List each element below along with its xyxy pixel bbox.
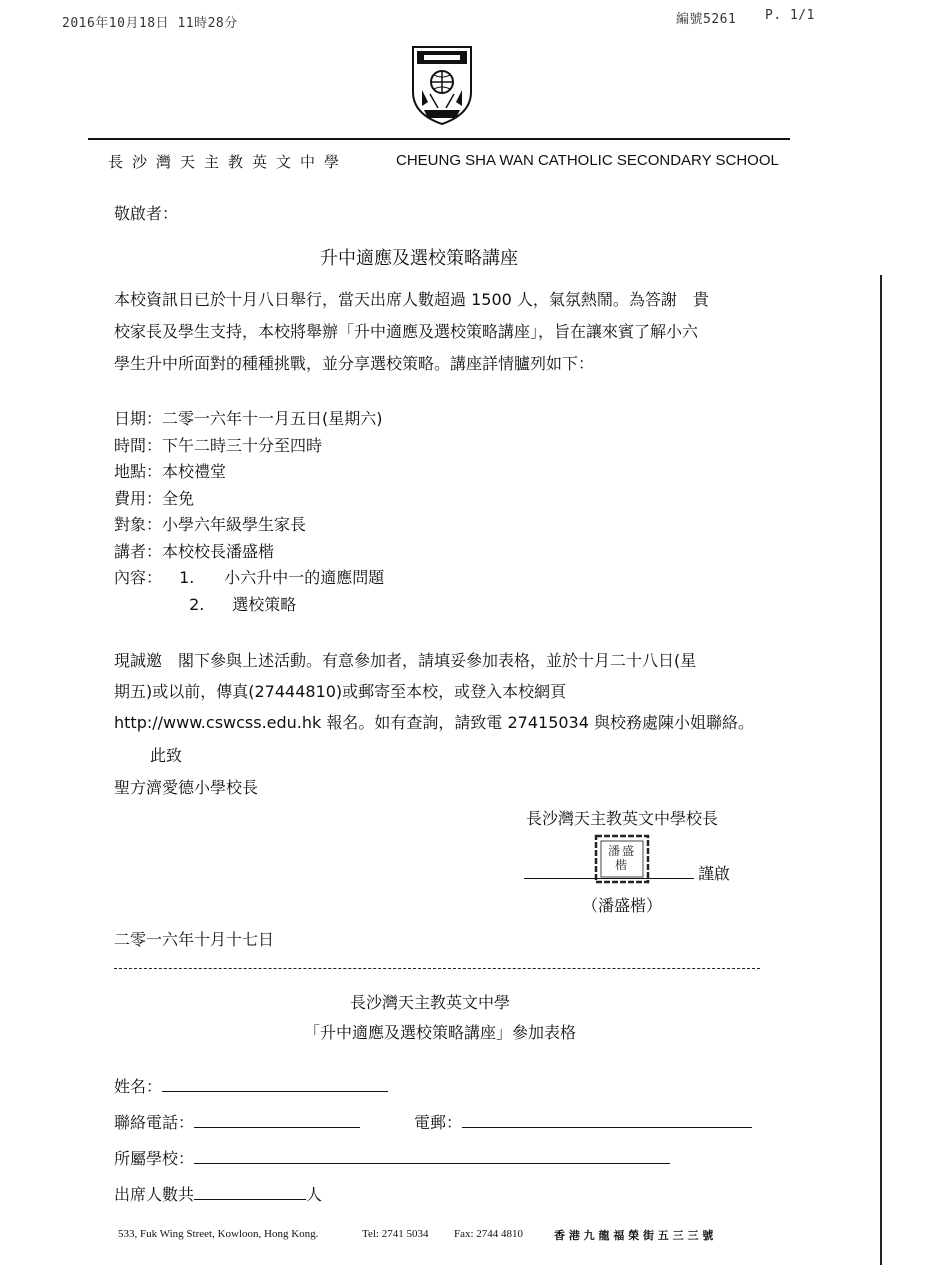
detail-label: 地點： [114, 462, 163, 481]
phone-label: 聯絡電話： [114, 1113, 195, 1132]
intro-line-3: 學生升中所面對的種種挑戰，並分享選校策略。講座詳情臚列如下： [114, 354, 595, 373]
email-label: 電郵： [414, 1113, 463, 1132]
content-item-number: 1. [179, 568, 195, 587]
closing: 此致 [150, 746, 183, 765]
footer-address-en: 533, Fuk Wing Street, Kowloon, Hong Kong. [118, 1228, 319, 1240]
form-school-row [114, 1146, 670, 1169]
name-label: 姓名： [114, 1077, 163, 1096]
detail-value: 小學六年級學生家長 [162, 515, 307, 534]
letter-title: 升中適應及選校策略講座 [320, 248, 518, 269]
signer-name: （潘盛楷） [582, 896, 663, 915]
detail-label: 費用： [114, 488, 163, 508]
footer-fax: Fax: 2744 4810 [454, 1228, 524, 1240]
sign-suffix: 謹啟 [698, 864, 731, 883]
invite-line-3: http://www.cswcss.edu.hk 報名。如有查詢，請致電 27415034 與校務處陳小姐聯絡。 [114, 713, 754, 732]
email-field[interactable] [462, 1111, 752, 1128]
attendees-unit: 人 [306, 1185, 323, 1204]
invitation-paragraph [114, 645, 754, 738]
fax-number: 編號5261 [676, 12, 737, 27]
seal-text: 潘盛楷 [607, 844, 636, 872]
header-rule [88, 138, 790, 140]
phone-field[interactable] [194, 1111, 360, 1128]
form-school: 長沙灣天主教英文中學 [350, 993, 511, 1012]
signer-title: 長沙灣天主教英文中學校長 [526, 809, 719, 828]
invite-line-1: 現誠邀 閣下參與上述活動。有意參加者，請填妥參加表格，並於十月二十八日(星 [114, 651, 697, 670]
details-list [114, 406, 384, 618]
content-item-number: 2. [189, 594, 205, 614]
content-item-text: 選校策略 [232, 594, 297, 614]
letter-date: 二零一六年十月十七日 [114, 930, 275, 949]
intro-line-2: 校家長及學生支持，本校將舉辦「升中適應及選校策略講座」，旨在讓來賓了解小六 [114, 322, 699, 341]
form-email-row [414, 1110, 752, 1133]
form-title: 「升中適應及選校策略講座」參加表格 [304, 1023, 577, 1042]
detail-value: 本校禮堂 [162, 462, 227, 481]
detail-label: 日期： [114, 409, 163, 428]
detail-audience [114, 512, 384, 539]
detail-value: 本校校長潘盛楷 [162, 541, 275, 561]
recipient: 聖方濟愛德小學校長 [114, 778, 259, 797]
detail-time [114, 433, 384, 460]
footer-address-zh: 香 港 九 龍 福 榮 街 五 三 三 號 [554, 1229, 714, 1242]
school-field[interactable] [194, 1147, 670, 1164]
signature-seal [594, 834, 650, 888]
detail-content [114, 565, 384, 592]
school-crest-icon [410, 44, 474, 130]
signature-line [524, 878, 694, 879]
detail-label: 對象： [114, 515, 163, 534]
detail-label: 內容： [114, 568, 163, 587]
fax-page: P. 1/1 [765, 8, 815, 23]
detail-content-2 [114, 592, 384, 619]
footer-tel: Tel: 2741 5034 [362, 1228, 429, 1240]
form-attendees-row [114, 1182, 322, 1205]
detail-label: 時間： [114, 435, 163, 455]
detail-date [114, 406, 384, 433]
scan-edge [880, 275, 882, 1265]
attendees-field[interactable] [194, 1183, 306, 1200]
school-name-zh: 長沙灣天主教英文中學 [108, 153, 349, 171]
intro-line-1: 本校資訊日已於十月八日舉行，當天出席人數超過 1500 人，氣氛熱鬧。為答謝 貴 [114, 290, 709, 309]
attendees-label: 出席人數共 [114, 1185, 195, 1204]
name-field[interactable] [162, 1075, 388, 1092]
fax-timestamp: 2016年10月18日 11時28分 [62, 16, 238, 31]
cut-line [114, 968, 760, 969]
form-name-row [114, 1074, 388, 1097]
detail-value: 全免 [162, 488, 195, 508]
salutation: 敬啟者： [114, 204, 179, 223]
school-name-en: CHEUNG SHA WAN CATHOLIC SECONDARY SCHOOL [396, 152, 779, 169]
intro-paragraph [114, 284, 709, 380]
detail-value: 下午二時三十分至四時 [162, 435, 323, 455]
detail-fee [114, 486, 384, 513]
detail-venue [114, 459, 384, 486]
detail-speaker [114, 539, 384, 566]
school-label: 所屬學校： [114, 1149, 195, 1168]
detail-label: 講者： [114, 541, 163, 561]
form-phone-row [114, 1110, 360, 1133]
content-item-text: 小六升中一的適應問題 [224, 568, 385, 587]
invite-line-2: 期五)或以前，傳真(27444810)或郵寄至本校，或登入本校網頁 [114, 682, 567, 701]
detail-value: 二零一六年十一月五日(星期六) [162, 409, 383, 428]
